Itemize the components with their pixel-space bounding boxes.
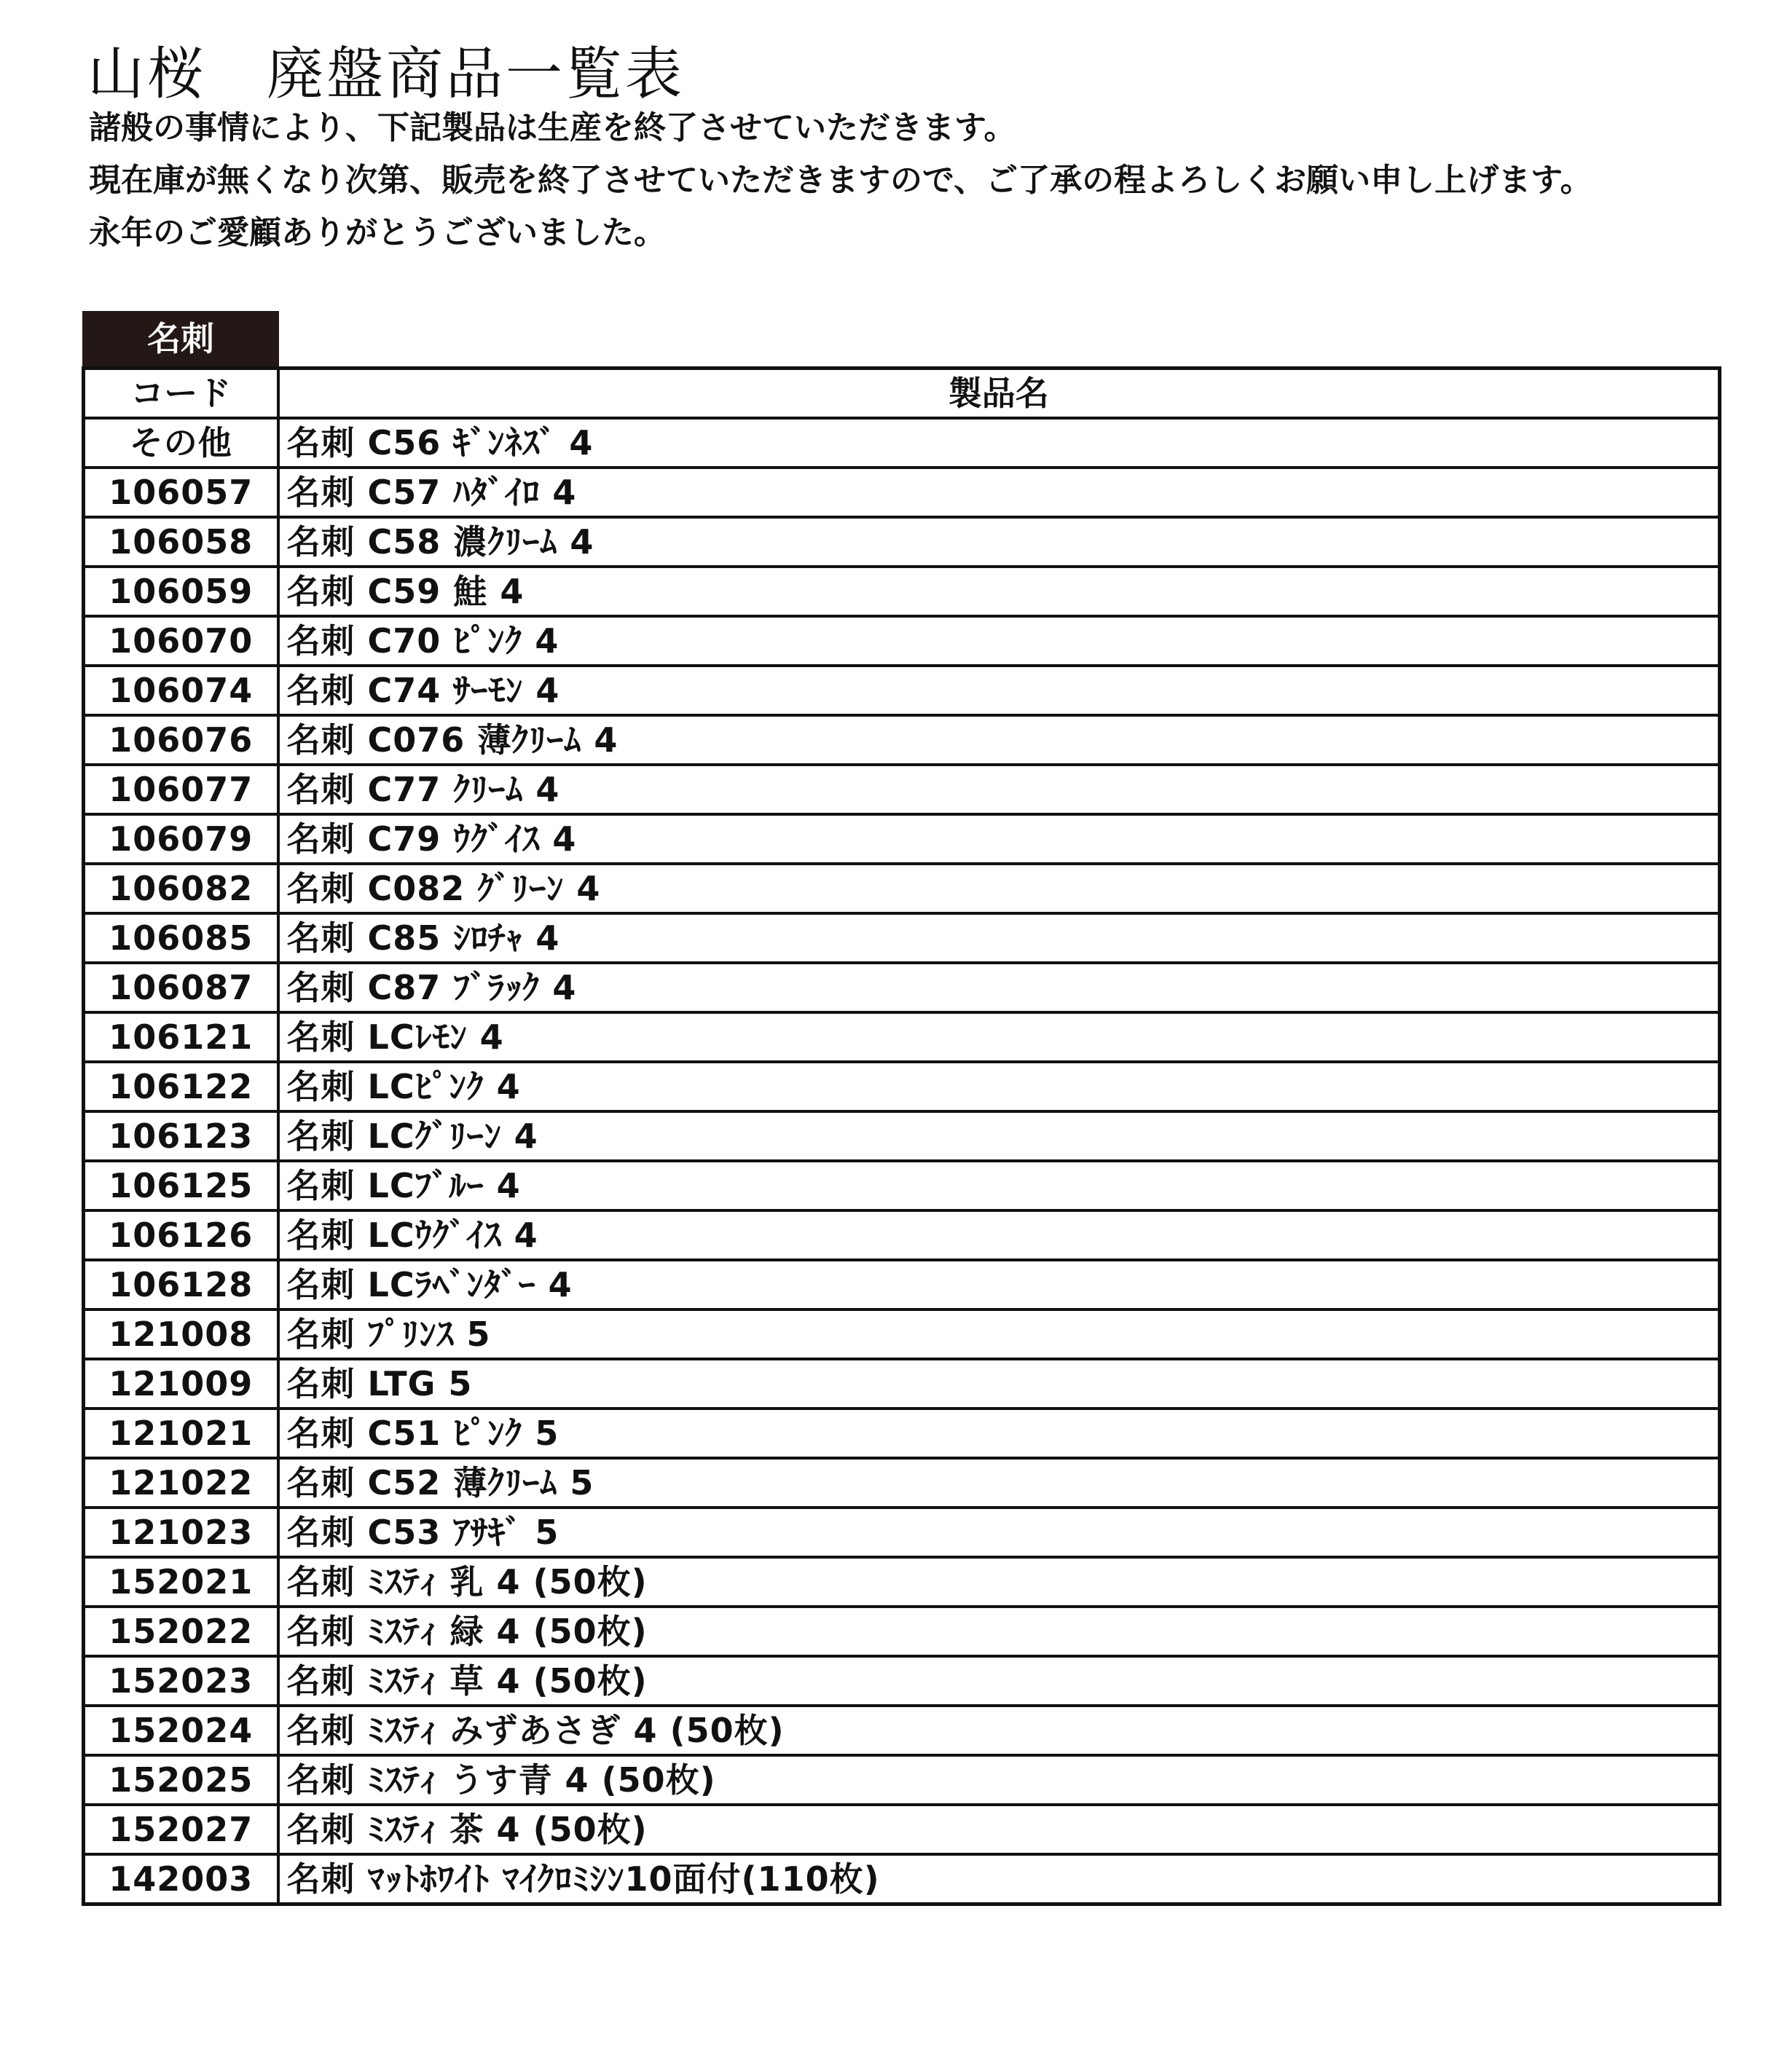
product-name: 名刺 C74 ｻｰﾓﾝ 4	[278, 666, 1720, 715]
product-code: 106077	[84, 765, 278, 814]
product-code: 106057	[84, 468, 278, 517]
table-row	[84, 1309, 1720, 1359]
product-code: 106079	[84, 814, 278, 864]
table-row	[84, 1260, 1720, 1309]
product-code: 106123	[84, 1111, 278, 1161]
product-name: 名刺 ﾌﾟﾘﾝｽ 5	[278, 1309, 1720, 1359]
table-row	[84, 814, 1720, 864]
discontinued-products-table	[82, 366, 1721, 1906]
product-name: 名刺 LCﾚﾓﾝ 4	[278, 1012, 1720, 1062]
table-row	[84, 1656, 1720, 1706]
table-row	[84, 1062, 1720, 1111]
product-name: 名刺 LTG 5	[278, 1359, 1720, 1409]
product-code: 106070	[84, 616, 278, 666]
table-header-row	[84, 369, 1720, 419]
product-name: 名刺 LCｸﾞﾘｰﾝ 4	[278, 1111, 1720, 1161]
intro-line: 諸般の事情により、下記製品は生産を終了させていただきます。	[89, 109, 1016, 146]
intro-notice	[89, 102, 1592, 259]
product-name: 名刺 C87 ﾌﾞﾗｯｸ 4	[278, 963, 1720, 1012]
table-row	[84, 1210, 1720, 1260]
product-name: 名刺 C79 ｳｸﾞｲｽ 4	[278, 814, 1720, 864]
product-code: 106126	[84, 1210, 278, 1260]
table-row	[84, 1458, 1720, 1508]
product-name: 名刺 C85 ｼﾛﾁｬ 4	[278, 913, 1720, 963]
product-name: 名刺 C53 ｱｻｷﾞ 5	[278, 1508, 1720, 1557]
product-name: 名刺 ﾐｽﾃｨ 茶 4 (50枚)	[278, 1805, 1720, 1854]
product-code: 106074	[84, 666, 278, 715]
product-code: 142003	[84, 1854, 278, 1904]
product-name: 名刺 C51 ﾋﾟﾝｸ 5	[278, 1409, 1720, 1458]
product-code: 106085	[84, 913, 278, 963]
product-name: 名刺 ﾐｽﾃｨ 乳 4 (50枚)	[278, 1557, 1720, 1607]
product-name: 名刺 C57 ﾊﾀﾞｲﾛ 4	[278, 468, 1720, 517]
table-row	[84, 1755, 1720, 1805]
product-code: 106087	[84, 963, 278, 1012]
table-row	[84, 468, 1720, 517]
product-code: 152021	[84, 1557, 278, 1607]
product-name: 名刺 ﾏｯﾄﾎﾜｲﾄ ﾏｲｸﾛﾐｼﾝ10面付(110枚)	[278, 1854, 1720, 1904]
product-code: 152027	[84, 1805, 278, 1854]
table-row	[84, 1706, 1720, 1755]
table-row	[84, 913, 1720, 963]
intro-line: 永年のご愛顧ありがとうございました。	[89, 214, 666, 251]
product-code: 106058	[84, 517, 278, 567]
page-title: 山桜 廃盤商品一覧表	[87, 42, 686, 108]
table-row	[84, 765, 1720, 814]
table-row	[84, 1359, 1720, 1409]
product-name: 名刺 C59 鮭 4	[278, 567, 1720, 616]
product-name: 名刺 ﾐｽﾃｨ うす青 4 (50枚)	[278, 1755, 1720, 1805]
product-name: 名刺 C52 薄ｸﾘｰﾑ 5	[278, 1458, 1720, 1508]
product-code: 106125	[84, 1161, 278, 1210]
product-code: 121022	[84, 1458, 278, 1508]
table-row	[84, 567, 1720, 616]
table-row	[84, 1111, 1720, 1161]
table-row	[84, 963, 1720, 1012]
table-row	[84, 1607, 1720, 1656]
table-row	[84, 1805, 1720, 1854]
product-name: 名刺 C082 ｸﾞﾘｰﾝ 4	[278, 864, 1720, 913]
product-name: 名刺 C77 ｸﾘｰﾑ 4	[278, 765, 1720, 814]
product-code: 121021	[84, 1409, 278, 1458]
product-code: その他	[84, 418, 278, 468]
table-row	[84, 517, 1720, 567]
product-code: 121008	[84, 1309, 278, 1359]
table-row	[84, 1409, 1720, 1458]
table-row	[84, 1557, 1720, 1607]
product-code: 152022	[84, 1607, 278, 1656]
product-name: 名刺 C076 薄ｸﾘｰﾑ 4	[278, 715, 1720, 765]
product-name: 名刺 ﾐｽﾃｨ みずあさぎ 4 (50枚)	[278, 1706, 1720, 1755]
product-code: 121023	[84, 1508, 278, 1557]
product-code: 106082	[84, 864, 278, 913]
table-row	[84, 715, 1720, 765]
product-name: 名刺 ﾐｽﾃｨ 草 4 (50枚)	[278, 1656, 1720, 1706]
table-row	[84, 1508, 1720, 1557]
product-code: 106128	[84, 1260, 278, 1309]
table-row	[84, 1161, 1720, 1210]
table-row	[84, 616, 1720, 666]
name-column-header: 製品名	[278, 369, 1720, 419]
product-code: 106059	[84, 567, 278, 616]
product-code: 121009	[84, 1359, 278, 1409]
intro-line: 現在庫が無くなり次第、販売を終了させていただきますので、ご了承の程よろしくお願い申し上げます。	[89, 162, 1592, 199]
product-code: 106122	[84, 1062, 278, 1111]
table-row	[84, 864, 1720, 913]
product-code: 152025	[84, 1755, 278, 1805]
product-code: 152023	[84, 1656, 278, 1706]
table-row	[84, 1012, 1720, 1062]
table-body	[84, 418, 1720, 1904]
product-name: 名刺 LCｳｸﾞｲｽ 4	[278, 1210, 1720, 1260]
product-name: 名刺 C70 ﾋﾟﾝｸ 4	[278, 616, 1720, 666]
product-name: 名刺 C58 濃ｸﾘｰﾑ 4	[278, 517, 1720, 567]
table-row	[84, 418, 1720, 468]
product-code: 152024	[84, 1706, 278, 1755]
product-code: 106076	[84, 715, 278, 765]
product-name: 名刺 LCﾋﾟﾝｸ 4	[278, 1062, 1720, 1111]
product-name: 名刺 LCﾗﾍﾞﾝﾀﾞｰ 4	[278, 1260, 1720, 1309]
product-name: 名刺 LCﾌﾞﾙｰ 4	[278, 1161, 1720, 1210]
table-row	[84, 666, 1720, 715]
category-label: 名刺	[82, 311, 279, 366]
product-name: 名刺 C56 ｷﾞﾝﾈｽﾞ 4	[278, 418, 1720, 468]
code-column-header: コード	[84, 369, 278, 419]
product-code: 106121	[84, 1012, 278, 1062]
product-name: 名刺 ﾐｽﾃｨ 緑 4 (50枚)	[278, 1607, 1720, 1656]
table-row	[84, 1854, 1720, 1904]
